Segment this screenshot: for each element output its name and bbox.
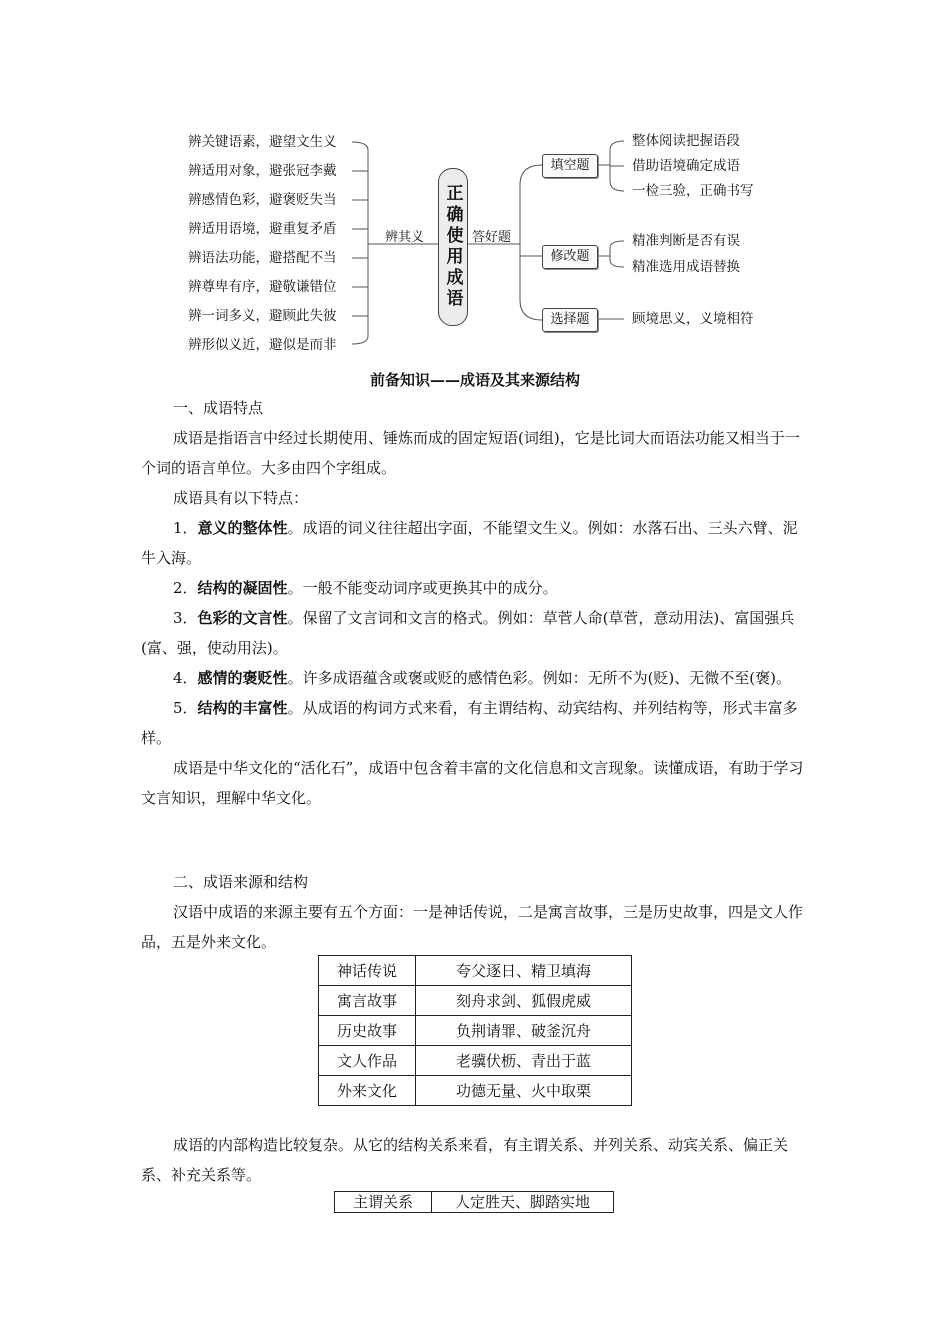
table-row xyxy=(319,1076,632,1106)
branch-item: 一检三验，正确书写 xyxy=(632,183,754,199)
part1-intro: 成语是指语言中经过长期使用、锤炼而成的固定短语(词组)，它是比词大而语法功能又相当于一个词的语言单位。大多由四个字组成。 xyxy=(141,429,800,477)
part2-intro: 汉语中成语的来源主要有五个方面：一是神话传说，二是寓言故事，三是历史故事，四是文人作品，五是外来文化。 xyxy=(141,903,804,951)
structure-intro: 成语的内部构造比较复杂。从它的结构关系来看，有主谓关系、并列关系、动宾关系、偏正关系、补充关系等。 xyxy=(141,1136,789,1184)
table-cell: 历史故事 xyxy=(319,1016,416,1046)
table-row xyxy=(319,956,632,986)
table-cell: 夸父逐日、精卫填海 xyxy=(416,956,632,986)
point-number: 3． xyxy=(173,609,198,627)
table-cell: 老骥伏枥、青出于蓝 xyxy=(416,1046,632,1076)
mind-map xyxy=(0,0,950,370)
point-text: 。成语的词义往往超出字面，不能望文生义。例如：水落石出、三头六臂、泥牛入海。 xyxy=(141,519,798,567)
structure-table xyxy=(334,1191,614,1213)
feature-point xyxy=(141,663,809,693)
left-item: 辨形似义近，避似是而非 xyxy=(188,337,337,353)
table-cell: 功德无量、火中取栗 xyxy=(416,1076,632,1106)
part2 xyxy=(141,867,809,957)
part2-heading: 二、成语来源和结构 xyxy=(173,873,309,891)
branch-item: 借助语境确定成语 xyxy=(632,158,740,174)
point-title: 结构的凝固性 xyxy=(197,579,288,597)
part1-lead: 成语具有以下特点： xyxy=(173,489,309,507)
left-item: 辨语法功能，避搭配不当 xyxy=(188,250,337,266)
point-number: 5． xyxy=(173,699,198,717)
left-branch-label: 辨其义 xyxy=(385,230,425,245)
section-title: 前备知识——成语及其来源结构 xyxy=(369,371,580,389)
left-item: 辨关键语素，避望文生义 xyxy=(188,134,337,150)
part1 xyxy=(141,393,809,813)
point-number: 1． xyxy=(173,519,198,537)
feature-point xyxy=(141,573,809,603)
point-text: 。从成语的构词方式来看，有主谓结构、动宾结构、并列结构等，形式丰富多样。 xyxy=(141,699,798,747)
point-text: 。保留了文言词和文言的格式。例如：草菅人命(草菅，意动用法)、富国强兵(富、强，使动用法)。 xyxy=(141,609,795,657)
part1-closing: 成语是中华文化的“活化石”，成语中包含着丰富的文化信息和文言现象。读懂成语，有助于学习文言知识，理解中华文化。 xyxy=(141,759,804,807)
table-row xyxy=(335,1192,614,1213)
part1-heading: 一、成语特点 xyxy=(173,399,264,417)
left-item: 辨一词多义，避顾此失彼 xyxy=(188,308,337,324)
table-row xyxy=(319,1016,632,1046)
point-text: 。一般不能变动词序或更换其中的成分。 xyxy=(287,579,558,597)
table-cell: 刻舟求剑、狐假虎威 xyxy=(416,986,632,1016)
feature-point xyxy=(141,603,809,663)
left-item: 辨适用语境，避重复矛盾 xyxy=(188,221,337,237)
table-cell: 人定胜天、脚踏实地 xyxy=(432,1192,614,1213)
table-cell: 负荆请罪、破釜沉舟 xyxy=(416,1016,632,1046)
point-number: 2． xyxy=(173,579,198,597)
point-number: 4． xyxy=(173,669,198,687)
branch-item: 精准判断是否有误 xyxy=(632,233,740,249)
table-row xyxy=(319,986,632,1016)
source-table xyxy=(318,955,632,1106)
branch-box-choice: 选择题 xyxy=(542,308,598,332)
left-item: 辨感情色彩，避褒贬失当 xyxy=(188,192,337,208)
table-cell: 外来文化 xyxy=(319,1076,416,1106)
left-item: 辨尊卑有序，避敬谦错位 xyxy=(188,279,337,295)
branch-box-modify: 修改题 xyxy=(542,245,598,269)
feature-point xyxy=(141,513,809,573)
point-title: 色彩的文言性 xyxy=(197,609,288,627)
branch-item: 整体阅读把握语段 xyxy=(632,133,740,149)
point-text: 。许多成语蕴含或褒或贬的感情色彩。例如：无所不为(贬)、无微不至(褒)。 xyxy=(287,669,791,687)
center-node xyxy=(438,168,468,326)
branch-item: 顾境思义，义境相符 xyxy=(632,311,754,327)
point-title: 感情的褒贬性 xyxy=(197,669,288,687)
table-cell: 神话传说 xyxy=(319,956,416,986)
left-item: 辨适用对象，避张冠李戴 xyxy=(188,163,337,179)
right-branch-label: 答好题 xyxy=(472,230,512,245)
table-cell: 寓言故事 xyxy=(319,986,416,1016)
table-cell: 文人作品 xyxy=(319,1046,416,1076)
branch-box-fill: 填空题 xyxy=(542,154,598,178)
table-cell: 主谓关系 xyxy=(335,1192,432,1213)
center-title: 正确使用成语 xyxy=(442,184,463,310)
mind-map-connectors xyxy=(0,0,950,370)
table-row xyxy=(319,1046,632,1076)
feature-point xyxy=(141,693,809,753)
point-title: 意义的整体性 xyxy=(197,519,288,537)
structure-intro-block xyxy=(141,1130,809,1190)
branch-item: 精准选用成语替换 xyxy=(632,259,740,275)
point-title: 结构的丰富性 xyxy=(197,699,288,717)
